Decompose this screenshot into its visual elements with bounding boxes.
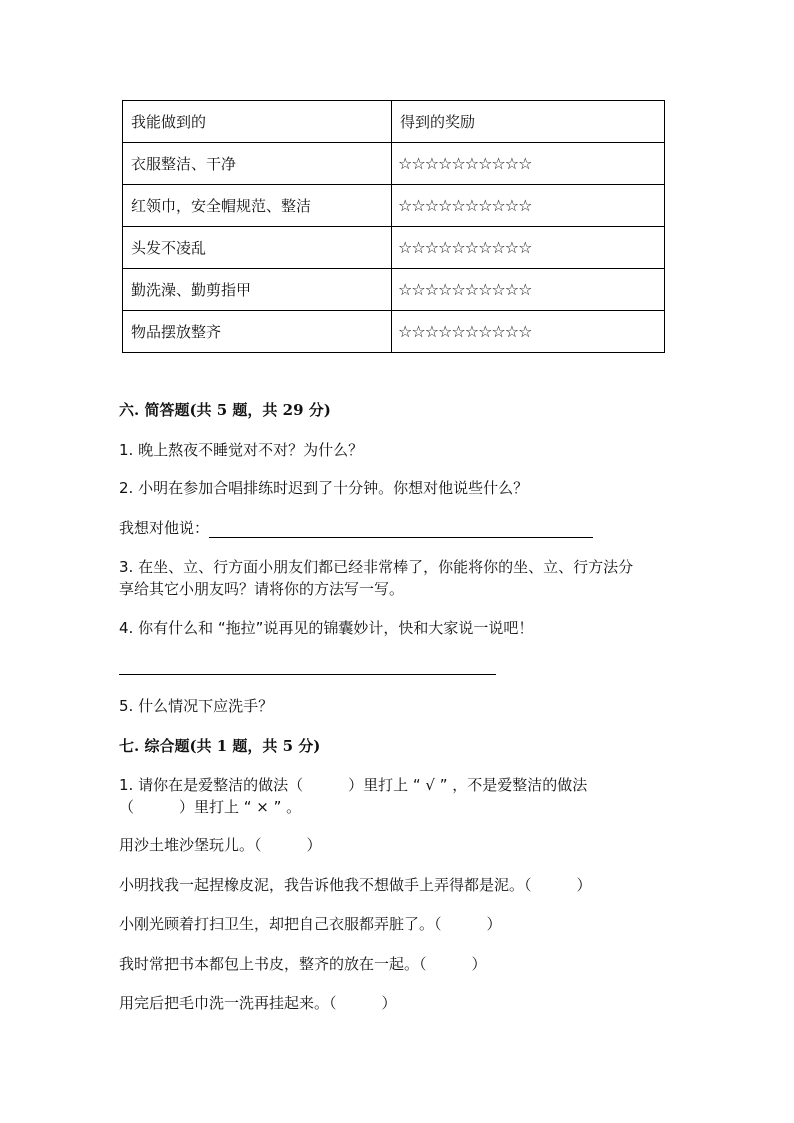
answer-prompt-label: 我想对他说： [119, 519, 210, 537]
question-3-line-1: 3. 在坐、立、行方面小朋友们都已经非常棒了，你能将你的坐、立、行方法分 [119, 558, 634, 576]
item-cell: 衣服整洁、干净 [123, 143, 392, 185]
question-1: 1. 晚上熬夜不睡觉对不对？为什么？ [119, 441, 364, 459]
item-cell: 物品摆放整齐 [123, 311, 392, 353]
header-cell-can-do: 我能做到的 [123, 101, 392, 143]
star-rating: ☆☆☆☆☆☆☆☆☆☆ [392, 185, 665, 227]
star-rating: ☆☆☆☆☆☆☆☆☆☆ [392, 269, 665, 311]
answer-prompt [119, 518, 593, 538]
judgement-item[interactable]: 我时常把书本都包上书皮，整齐的放在一起。（ ） [119, 955, 487, 973]
table-row [123, 143, 665, 185]
item-cell: 头发不凌乱 [123, 227, 392, 269]
header-cell-reward: 得到的奖励 [392, 101, 665, 143]
star-rating: ☆☆☆☆☆☆☆☆☆☆ [392, 143, 665, 185]
reward-table [122, 100, 665, 353]
judgement-item[interactable]: 用完后把毛巾洗一洗再挂起来。（ ） [119, 994, 397, 1012]
question-4: 4. 你有什么和 “拖拉”说再见的锦囊妙计，快和大家说一说吧！ [119, 619, 534, 637]
table-row [123, 227, 665, 269]
answer-blank-line[interactable] [209, 537, 593, 538]
answer-blank-line[interactable] [119, 674, 496, 675]
judgement-item[interactable]: 用沙土堆沙堡玩儿。（ ） [119, 836, 322, 854]
section-6-title: 六. 简答题(共 5 题，共 29 分) [119, 401, 331, 419]
question-5: 5. 什么情况下应洗手？ [119, 697, 274, 715]
judgement-item[interactable]: 小刚光顾着打扫卫生，却把自己衣服都弄脏了。（ ） [119, 915, 502, 933]
table-row [123, 185, 665, 227]
star-rating: ☆☆☆☆☆☆☆☆☆☆ [392, 227, 665, 269]
table-row [123, 269, 665, 311]
judgement-item[interactable]: 小明找我一起捏橡皮泥，我告诉他我不想做手上弄得都是泥。（ ） [119, 876, 592, 894]
table-header-row [123, 101, 665, 143]
question-2: 2. 小明在参加合唱排练时迟到了十分钟。你想对他说些什么？ [119, 479, 529, 497]
instruction-line-1: 1. 请你在是爱整洁的做法（ ）里打上 “ √ ” ，不是爱整洁的做法 [119, 776, 588, 794]
table-row [123, 311, 665, 353]
question-3-line-2: 享给其它小朋友吗？请将你的方法写一写。 [119, 580, 405, 598]
instruction-line-2: （ ）里打上 “ × ” 。 [119, 798, 302, 816]
item-cell: 红领巾，安全帽规范、整洁 [123, 185, 392, 227]
section-7-title: 七. 综合题(共 1 题，共 5 分) [119, 737, 321, 755]
star-rating: ☆☆☆☆☆☆☆☆☆☆ [392, 311, 665, 353]
item-cell: 勤洗澡、勤剪指甲 [123, 269, 392, 311]
